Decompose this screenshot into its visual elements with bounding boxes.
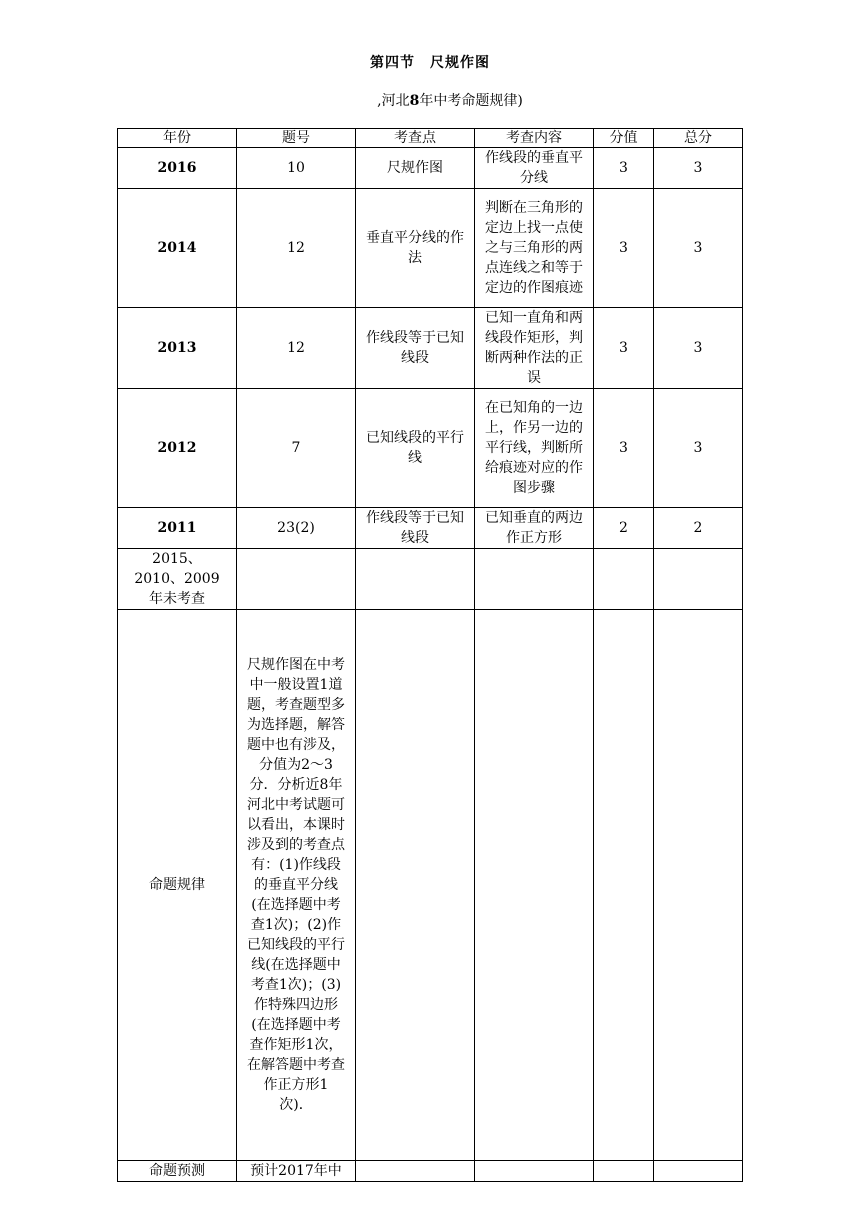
cell-empty [594,549,654,610]
header-year: 年份 [118,129,237,148]
cell-total: 3 [654,189,743,308]
table-row [118,508,743,549]
table-row-rule [118,610,743,1161]
cell-empty [594,1161,654,1182]
cell-empty [237,549,356,610]
cell-total: 2 [654,508,743,549]
table-header-row [118,129,743,148]
cell-score: 3 [594,148,654,189]
subtitle-prefix: ,河北 [377,93,410,109]
header-content: 考查内容 [475,129,594,148]
cell-number: 12 [237,189,356,308]
cell-empty [356,1161,475,1182]
page-subtitle [0,90,860,110]
cell-year: 2012 [118,389,237,508]
predict-label: 命题预测 [118,1161,237,1182]
rule-label: 命题规律 [118,610,237,1161]
header-number: 题号 [237,129,356,148]
cell-score: 3 [594,308,654,389]
page-title: 第四节 尺规作图 [370,55,490,71]
header-total: 总分 [654,129,743,148]
cell-score: 3 [594,389,654,508]
cell-number: 7 [237,389,356,508]
cell-point: 尺规作图 [356,148,475,189]
exam-table [117,128,743,1182]
cell-point: 已知线段的平行线 [356,389,475,508]
header-point: 考查点 [356,129,475,148]
cell-empty [475,610,594,1161]
subtitle-suffix: 年中考命题规律) [419,93,523,109]
cell-number: 10 [237,148,356,189]
cell-year: 2011 [118,508,237,549]
cell-content: 已知一直角和两线段作矩形，判断两种作法的正误 [475,308,594,389]
cell-content: 判断在三角形的定边上找一点使之与三角形的两点连线之和等于定边的作图痕迹 [475,189,594,308]
cell-year: 2016 [118,148,237,189]
cell-point: 作线段等于已知线段 [356,308,475,389]
cell-empty [654,549,743,610]
cell-not-tested: 2015、2010、2009年未考查 [118,549,237,610]
table-row-predict [118,1161,743,1182]
cell-point: 垂直平分线的作法 [356,189,475,308]
cell-empty [356,610,475,1161]
cell-number: 23(2) [237,508,356,549]
cell-point: 作线段等于已知线段 [356,508,475,549]
cell-empty [475,1161,594,1182]
cell-empty [356,549,475,610]
subtitle-number: 8 [409,93,420,109]
cell-year: 2014 [118,189,237,308]
cell-empty [654,610,743,1161]
cell-empty [475,549,594,610]
cell-number: 12 [237,308,356,389]
header-score: 分值 [594,129,654,148]
rule-text: 尺规作图在中考中一般设置1道题，考查题型多为选择题，解答题中也有涉及，分值为2～3分．分析近8年河北中考试题可以看出，本课时涉及到的考查点有：(1)作线段的垂直平分线(在选择题中考查1次)；(2)作已知线段的平行线(在选择题中考查1次)；(3)作特殊四边形(在选择题中考查作矩形1次，在解答题中考查作正方形1次)． [237,610,356,1161]
table-row-not-tested [118,549,743,610]
cell-total: 3 [654,389,743,508]
cell-empty [654,1161,743,1182]
cell-year: 2013 [118,308,237,389]
table-row [118,189,743,308]
table-row [118,308,743,389]
cell-score: 2 [594,508,654,549]
predict-text: 预计2017年中 [237,1161,356,1182]
cell-content: 已知垂直的两边作正方形 [475,508,594,549]
cell-score: 3 [594,189,654,308]
cell-content: 在已知角的一边上，作另一边的平行线，判断所给痕迹对应的作图步骤 [475,389,594,508]
cell-total: 3 [654,308,743,389]
cell-content: 作线段的垂直平分线 [475,148,594,189]
cell-empty [594,610,654,1161]
cell-total: 3 [654,148,743,189]
table-row [118,148,743,189]
table-row [118,389,743,508]
